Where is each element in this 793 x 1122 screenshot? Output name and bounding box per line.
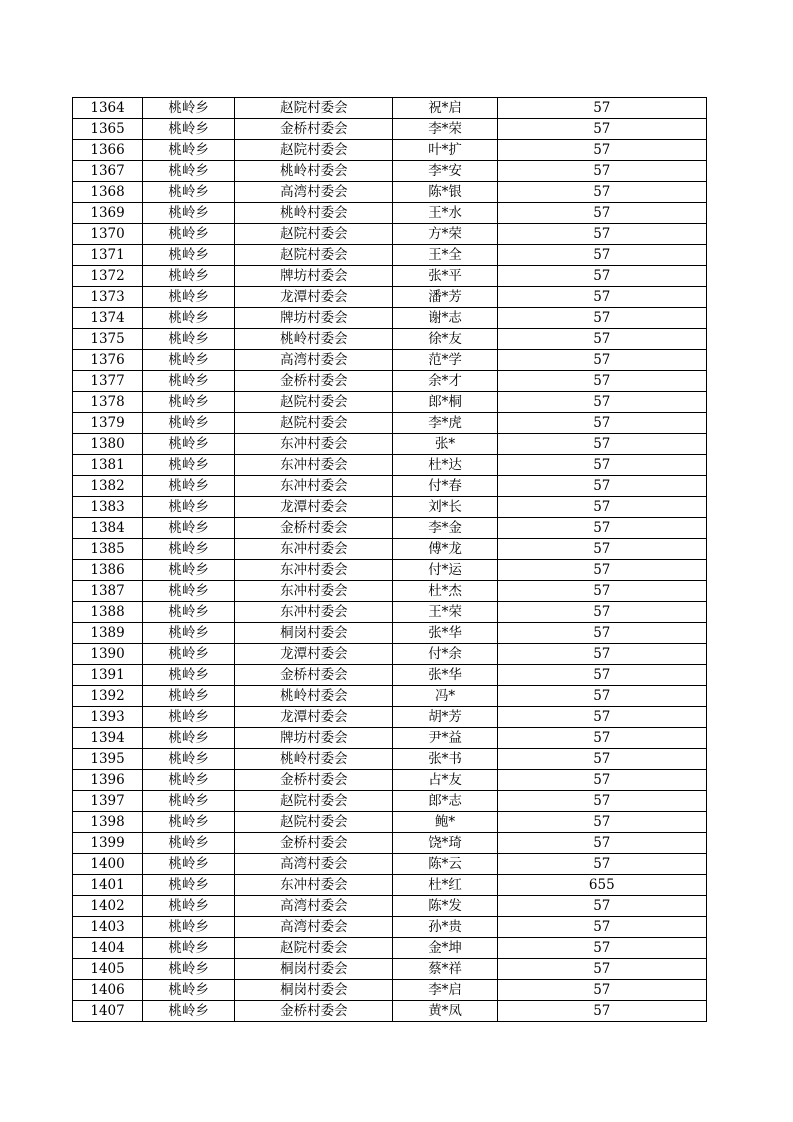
table-row [73,917,707,938]
table-row [73,560,707,581]
amount-cell: 57 [497,497,706,518]
person-name-cell: 潘*芳 [393,287,497,308]
row-number-cell: 1387 [73,581,143,602]
township-cell: 桃岭乡 [143,308,235,329]
amount-cell: 57 [497,917,706,938]
township-cell: 桃岭乡 [143,245,235,266]
amount-cell: 57 [497,791,706,812]
person-name-cell: 杜*达 [393,455,497,476]
amount-cell: 57 [497,623,706,644]
person-name-cell: 李*启 [393,980,497,1001]
amount-cell: 57 [497,329,706,350]
table-row [73,959,707,980]
table-row [73,539,707,560]
amount-cell: 57 [497,266,706,287]
table-row [73,119,707,140]
person-name-cell: 饶*琦 [393,833,497,854]
township-cell: 桃岭乡 [143,686,235,707]
person-name-cell: 陈*银 [393,182,497,203]
village-committee-cell: 东冲村委会 [235,581,393,602]
table-row [73,791,707,812]
person-name-cell: 张*华 [393,623,497,644]
amount-cell: 57 [497,308,706,329]
township-cell: 桃岭乡 [143,287,235,308]
person-name-cell: 叶*扩 [393,140,497,161]
amount-cell: 57 [497,896,706,917]
person-name-cell: 黄*凤 [393,1001,497,1022]
township-cell: 桃岭乡 [143,791,235,812]
person-name-cell: 刘*长 [393,497,497,518]
village-committee-cell: 高湾村委会 [235,350,393,371]
village-committee-cell: 牌坊村委会 [235,728,393,749]
table-row [73,623,707,644]
table-row [73,896,707,917]
row-number-cell: 1380 [73,434,143,455]
person-name-cell: 尹*益 [393,728,497,749]
township-cell: 桃岭乡 [143,224,235,245]
amount-cell: 57 [497,854,706,875]
village-committee-cell: 赵院村委会 [235,224,393,245]
village-committee-cell: 金桥村委会 [235,119,393,140]
row-number-cell: 1375 [73,329,143,350]
amount-cell: 57 [497,938,706,959]
table-row [73,182,707,203]
amount-cell: 57 [497,539,706,560]
person-name-cell: 鲍* [393,812,497,833]
table-row [73,686,707,707]
table-row [73,266,707,287]
row-number-cell: 1371 [73,245,143,266]
person-name-cell: 郎*志 [393,791,497,812]
village-committee-cell: 赵院村委会 [235,938,393,959]
township-cell: 桃岭乡 [143,434,235,455]
person-name-cell: 祝*启 [393,98,497,119]
person-name-cell: 付*春 [393,476,497,497]
table-row [73,140,707,161]
row-number-cell: 1399 [73,833,143,854]
township-cell: 桃岭乡 [143,644,235,665]
village-committee-cell: 金桥村委会 [235,833,393,854]
amount-cell: 57 [497,182,706,203]
row-number-cell: 1369 [73,203,143,224]
row-number-cell: 1364 [73,98,143,119]
township-cell: 桃岭乡 [143,602,235,623]
table-row [73,98,707,119]
amount-cell: 57 [497,980,706,1001]
table-row [73,392,707,413]
row-number-cell: 1384 [73,518,143,539]
table-row [73,854,707,875]
amount-cell: 57 [497,371,706,392]
village-committee-cell: 金桥村委会 [235,770,393,791]
row-number-cell: 1397 [73,791,143,812]
person-name-cell: 金*坤 [393,938,497,959]
row-number-cell: 1398 [73,812,143,833]
table-row [73,707,707,728]
village-committee-cell: 金桥村委会 [235,1001,393,1022]
row-number-cell: 1378 [73,392,143,413]
village-committee-cell: 桃岭村委会 [235,329,393,350]
table-row [73,770,707,791]
row-number-cell: 1390 [73,644,143,665]
township-cell: 桃岭乡 [143,959,235,980]
table-row [73,455,707,476]
village-committee-cell: 东冲村委会 [235,434,393,455]
village-committee-cell: 赵院村委会 [235,98,393,119]
table-row [73,308,707,329]
township-cell: 桃岭乡 [143,917,235,938]
amount-cell: 57 [497,392,706,413]
amount-cell: 57 [497,350,706,371]
table-row [73,644,707,665]
row-number-cell: 1407 [73,1001,143,1022]
village-committee-cell: 桃岭村委会 [235,161,393,182]
table-row [73,728,707,749]
amount-cell: 57 [497,644,706,665]
row-number-cell: 1366 [73,140,143,161]
table-row [73,1001,707,1022]
row-number-cell: 1388 [73,602,143,623]
row-number-cell: 1405 [73,959,143,980]
township-cell: 桃岭乡 [143,413,235,434]
amount-cell: 57 [497,245,706,266]
village-committee-cell: 高湾村委会 [235,854,393,875]
person-name-cell: 范*学 [393,350,497,371]
person-name-cell: 蔡*祥 [393,959,497,980]
village-committee-cell: 桃岭村委会 [235,686,393,707]
village-committee-cell: 高湾村委会 [235,182,393,203]
row-number-cell: 1400 [73,854,143,875]
row-number-cell: 1393 [73,707,143,728]
table-row [73,287,707,308]
township-cell: 桃岭乡 [143,140,235,161]
row-number-cell: 1367 [73,161,143,182]
amount-cell: 57 [497,812,706,833]
person-name-cell: 陈*云 [393,854,497,875]
person-name-cell: 谢*志 [393,308,497,329]
person-name-cell: 徐*友 [393,329,497,350]
person-name-cell: 陈*发 [393,896,497,917]
person-name-cell: 占*友 [393,770,497,791]
village-committee-cell: 龙潭村委会 [235,644,393,665]
township-cell: 桃岭乡 [143,875,235,896]
township-cell: 桃岭乡 [143,896,235,917]
table-row [73,329,707,350]
township-cell: 桃岭乡 [143,938,235,959]
township-cell: 桃岭乡 [143,392,235,413]
township-cell: 桃岭乡 [143,497,235,518]
row-number-cell: 1377 [73,371,143,392]
table-row [73,245,707,266]
amount-cell: 57 [497,140,706,161]
table-row [73,938,707,959]
township-cell: 桃岭乡 [143,476,235,497]
amount-cell: 57 [497,1001,706,1022]
person-name-cell: 杜*红 [393,875,497,896]
row-number-cell: 1402 [73,896,143,917]
township-cell: 桃岭乡 [143,203,235,224]
table-row [73,749,707,770]
amount-cell: 57 [497,287,706,308]
township-cell: 桃岭乡 [143,854,235,875]
village-committee-cell: 赵院村委会 [235,245,393,266]
row-number-cell: 1389 [73,623,143,644]
township-cell: 桃岭乡 [143,770,235,791]
table-row [73,203,707,224]
township-cell: 桃岭乡 [143,371,235,392]
person-name-cell: 傅*龙 [393,539,497,560]
village-committee-cell: 桐岗村委会 [235,980,393,1001]
township-cell: 桃岭乡 [143,539,235,560]
table-row [73,224,707,245]
amount-cell: 57 [497,560,706,581]
amount-cell: 57 [497,224,706,245]
village-committee-cell: 龙潭村委会 [235,287,393,308]
township-cell: 桃岭乡 [143,1001,235,1022]
amount-cell: 57 [497,413,706,434]
row-number-cell: 1374 [73,308,143,329]
person-name-cell: 冯* [393,686,497,707]
person-name-cell: 付*余 [393,644,497,665]
row-number-cell: 1385 [73,539,143,560]
amount-cell: 57 [497,161,706,182]
table-row [73,833,707,854]
village-committee-cell: 东冲村委会 [235,875,393,896]
table-row [73,497,707,518]
row-number-cell: 1365 [73,119,143,140]
township-cell: 桃岭乡 [143,329,235,350]
amount-cell: 57 [497,749,706,770]
table-row [73,875,707,896]
row-number-cell: 1406 [73,980,143,1001]
row-number-cell: 1370 [73,224,143,245]
row-number-cell: 1403 [73,917,143,938]
table-row [73,161,707,182]
person-name-cell: 方*荣 [393,224,497,245]
table-row [73,602,707,623]
township-cell: 桃岭乡 [143,581,235,602]
village-committee-cell: 赵院村委会 [235,791,393,812]
person-name-cell: 李*虎 [393,413,497,434]
amount-cell: 57 [497,203,706,224]
township-cell: 桃岭乡 [143,266,235,287]
village-committee-cell: 桐岗村委会 [235,959,393,980]
table-row [73,434,707,455]
township-cell: 桃岭乡 [143,455,235,476]
amount-cell: 57 [497,119,706,140]
village-committee-cell: 东冲村委会 [235,602,393,623]
person-name-cell: 郎*桐 [393,392,497,413]
person-name-cell: 胡*芳 [393,707,497,728]
person-name-cell: 张*平 [393,266,497,287]
row-number-cell: 1386 [73,560,143,581]
village-committee-cell: 桐岗村委会 [235,623,393,644]
table-row [73,371,707,392]
township-cell: 桃岭乡 [143,623,235,644]
village-committee-cell: 牌坊村委会 [235,266,393,287]
row-number-cell: 1373 [73,287,143,308]
amount-cell: 57 [497,455,706,476]
row-number-cell: 1379 [73,413,143,434]
amount-cell: 57 [497,707,706,728]
recipient-table [72,97,707,1022]
person-name-cell: 杜*杰 [393,581,497,602]
table-row [73,518,707,539]
amount-cell: 57 [497,770,706,791]
person-name-cell: 王*全 [393,245,497,266]
row-number-cell: 1395 [73,749,143,770]
person-name-cell: 李*安 [393,161,497,182]
township-cell: 桃岭乡 [143,350,235,371]
township-cell: 桃岭乡 [143,665,235,686]
person-name-cell: 付*运 [393,560,497,581]
row-number-cell: 1404 [73,938,143,959]
township-cell: 桃岭乡 [143,182,235,203]
person-name-cell: 余*才 [393,371,497,392]
village-committee-cell: 东冲村委会 [235,455,393,476]
amount-cell: 57 [497,434,706,455]
amount-cell: 57 [497,686,706,707]
person-name-cell: 王*水 [393,203,497,224]
table-row [73,812,707,833]
row-number-cell: 1401 [73,875,143,896]
township-cell: 桃岭乡 [143,749,235,770]
village-committee-cell: 龙潭村委会 [235,497,393,518]
amount-cell: 57 [497,959,706,980]
amount-cell: 655 [497,875,706,896]
township-cell: 桃岭乡 [143,119,235,140]
table-row [73,350,707,371]
amount-cell: 57 [497,602,706,623]
village-committee-cell: 赵院村委会 [235,140,393,161]
township-cell: 桃岭乡 [143,812,235,833]
township-cell: 桃岭乡 [143,560,235,581]
village-committee-cell: 东冲村委会 [235,560,393,581]
amount-cell: 57 [497,833,706,854]
village-committee-cell: 龙潭村委会 [235,707,393,728]
township-cell: 桃岭乡 [143,833,235,854]
person-name-cell: 张* [393,434,497,455]
township-cell: 桃岭乡 [143,98,235,119]
township-cell: 桃岭乡 [143,980,235,1001]
row-number-cell: 1382 [73,476,143,497]
amount-cell: 57 [497,476,706,497]
amount-cell: 57 [497,581,706,602]
village-committee-cell: 赵院村委会 [235,413,393,434]
township-cell: 桃岭乡 [143,161,235,182]
row-number-cell: 1391 [73,665,143,686]
village-committee-cell: 金桥村委会 [235,665,393,686]
person-name-cell: 张*华 [393,665,497,686]
row-number-cell: 1368 [73,182,143,203]
row-number-cell: 1372 [73,266,143,287]
township-cell: 桃岭乡 [143,728,235,749]
row-number-cell: 1396 [73,770,143,791]
amount-cell: 57 [497,728,706,749]
row-number-cell: 1392 [73,686,143,707]
village-committee-cell: 金桥村委会 [235,371,393,392]
township-cell: 桃岭乡 [143,707,235,728]
village-committee-cell: 高湾村委会 [235,896,393,917]
village-committee-cell: 金桥村委会 [235,518,393,539]
table-row [73,581,707,602]
village-committee-cell: 高湾村委会 [235,917,393,938]
village-committee-cell: 东冲村委会 [235,476,393,497]
amount-cell: 57 [497,518,706,539]
person-name-cell: 孙*贵 [393,917,497,938]
village-committee-cell: 桃岭村委会 [235,749,393,770]
table-body [73,98,707,1022]
person-name-cell: 张*书 [393,749,497,770]
village-committee-cell: 赵院村委会 [235,812,393,833]
table-row [73,413,707,434]
table-row [73,665,707,686]
village-committee-cell: 桃岭村委会 [235,203,393,224]
row-number-cell: 1376 [73,350,143,371]
amount-cell: 57 [497,665,706,686]
person-name-cell: 李*金 [393,518,497,539]
row-number-cell: 1394 [73,728,143,749]
table-row [73,980,707,1001]
township-cell: 桃岭乡 [143,518,235,539]
person-name-cell: 王*荣 [393,602,497,623]
amount-cell: 57 [497,98,706,119]
row-number-cell: 1381 [73,455,143,476]
row-number-cell: 1383 [73,497,143,518]
village-committee-cell: 赵院村委会 [235,392,393,413]
village-committee-cell: 牌坊村委会 [235,308,393,329]
table-row [73,476,707,497]
village-committee-cell: 东冲村委会 [235,539,393,560]
person-name-cell: 李*荣 [393,119,497,140]
